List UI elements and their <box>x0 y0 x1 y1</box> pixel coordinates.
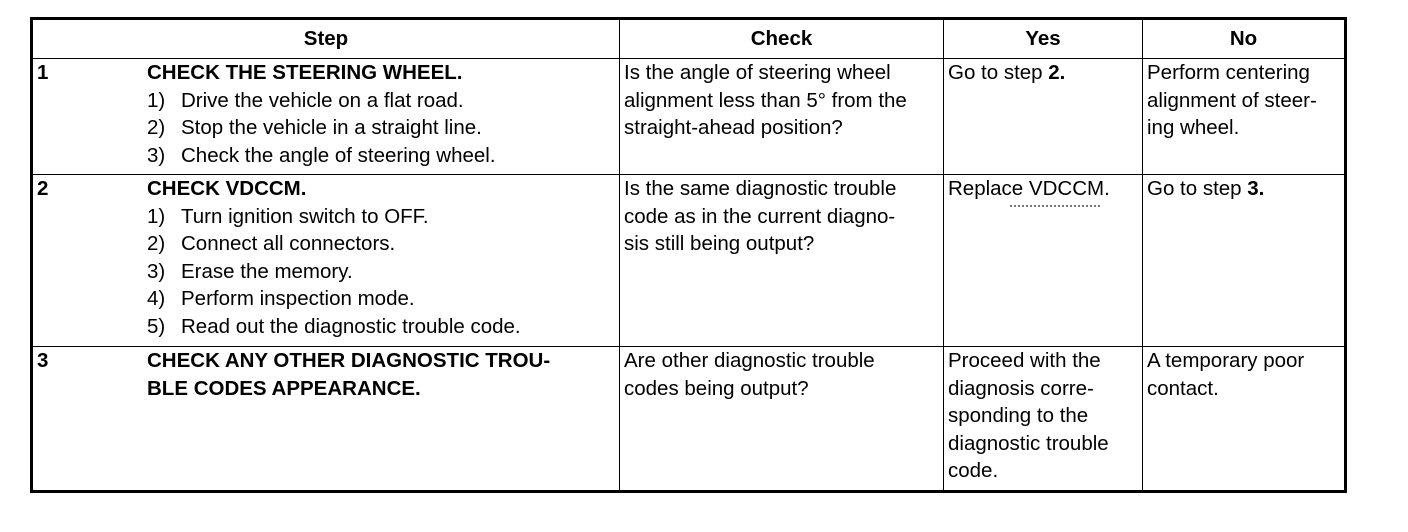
header-no: No <box>1143 19 1346 59</box>
list-item: 1) Drive the vehicle on a flat road. <box>147 88 464 112</box>
yes-cell: Go to step 2. <box>944 59 1143 175</box>
header-yes: Yes <box>944 19 1143 59</box>
step-cell <box>32 347 620 492</box>
list-item: 2) Connect all connectors. <box>147 232 396 256</box>
step-reference: 3. <box>1247 177 1265 200</box>
step-cell <box>32 175 620 347</box>
step-cell <box>32 59 620 175</box>
list-item: 4) Perform inspection mode. <box>147 287 415 311</box>
table-row <box>32 175 1346 347</box>
step-title-continued: BLE CODES APPEARANCE. <box>147 376 421 400</box>
diagnostic-table <box>30 17 1347 493</box>
check-cell: Is the same diagnostic trouble code as in the current diagno- sis still being output? <box>620 175 944 347</box>
list-item: 2) Stop the vehicle in a straight line. <box>147 116 482 140</box>
step-number: 2 <box>37 177 49 200</box>
step-title: CHECK THE STEERING WHEEL. <box>147 61 463 84</box>
list-item: 5) Read out the diagnostic trouble code. <box>147 314 521 338</box>
list-item: 1) Turn ignition switch to OFF. <box>147 204 429 228</box>
yes-cell: Proceed with the diagnosis corre- sponding to the diagnostic trouble code. <box>944 347 1143 492</box>
table-header-row <box>32 19 1346 59</box>
no-cell: Go to step 3. <box>1143 175 1346 347</box>
table-row <box>32 59 1346 175</box>
step-title: CHECK ANY OTHER DIAGNOSTIC TROU- <box>147 349 551 372</box>
step-reference: 2. <box>1048 61 1066 84</box>
substep-list <box>147 203 615 341</box>
no-cell: Perform centering alignment of steer- ing wheel. <box>1143 59 1346 175</box>
scan-artifact <box>1010 205 1100 213</box>
table-row <box>32 347 1346 492</box>
step-number: 1 <box>37 61 49 84</box>
list-item: 3) Erase the memory. <box>147 259 353 283</box>
list-item: 3) Check the angle of steering wheel. <box>147 143 496 167</box>
check-cell: Is the angle of steering wheel alignment less than 5° from the straight-ahead position? <box>620 59 944 175</box>
header-step: Step <box>32 19 620 59</box>
step-title: CHECK VDCCM. <box>147 177 307 200</box>
step-number: 3 <box>37 349 49 372</box>
substep-list <box>147 87 615 170</box>
header-check: Check <box>620 19 944 59</box>
yes-cell: Replace VDCCM. <box>944 175 1143 347</box>
check-cell: Are other diagnostic trouble codes being output? <box>620 347 944 492</box>
no-cell: A temporary poor contact. <box>1143 347 1346 492</box>
